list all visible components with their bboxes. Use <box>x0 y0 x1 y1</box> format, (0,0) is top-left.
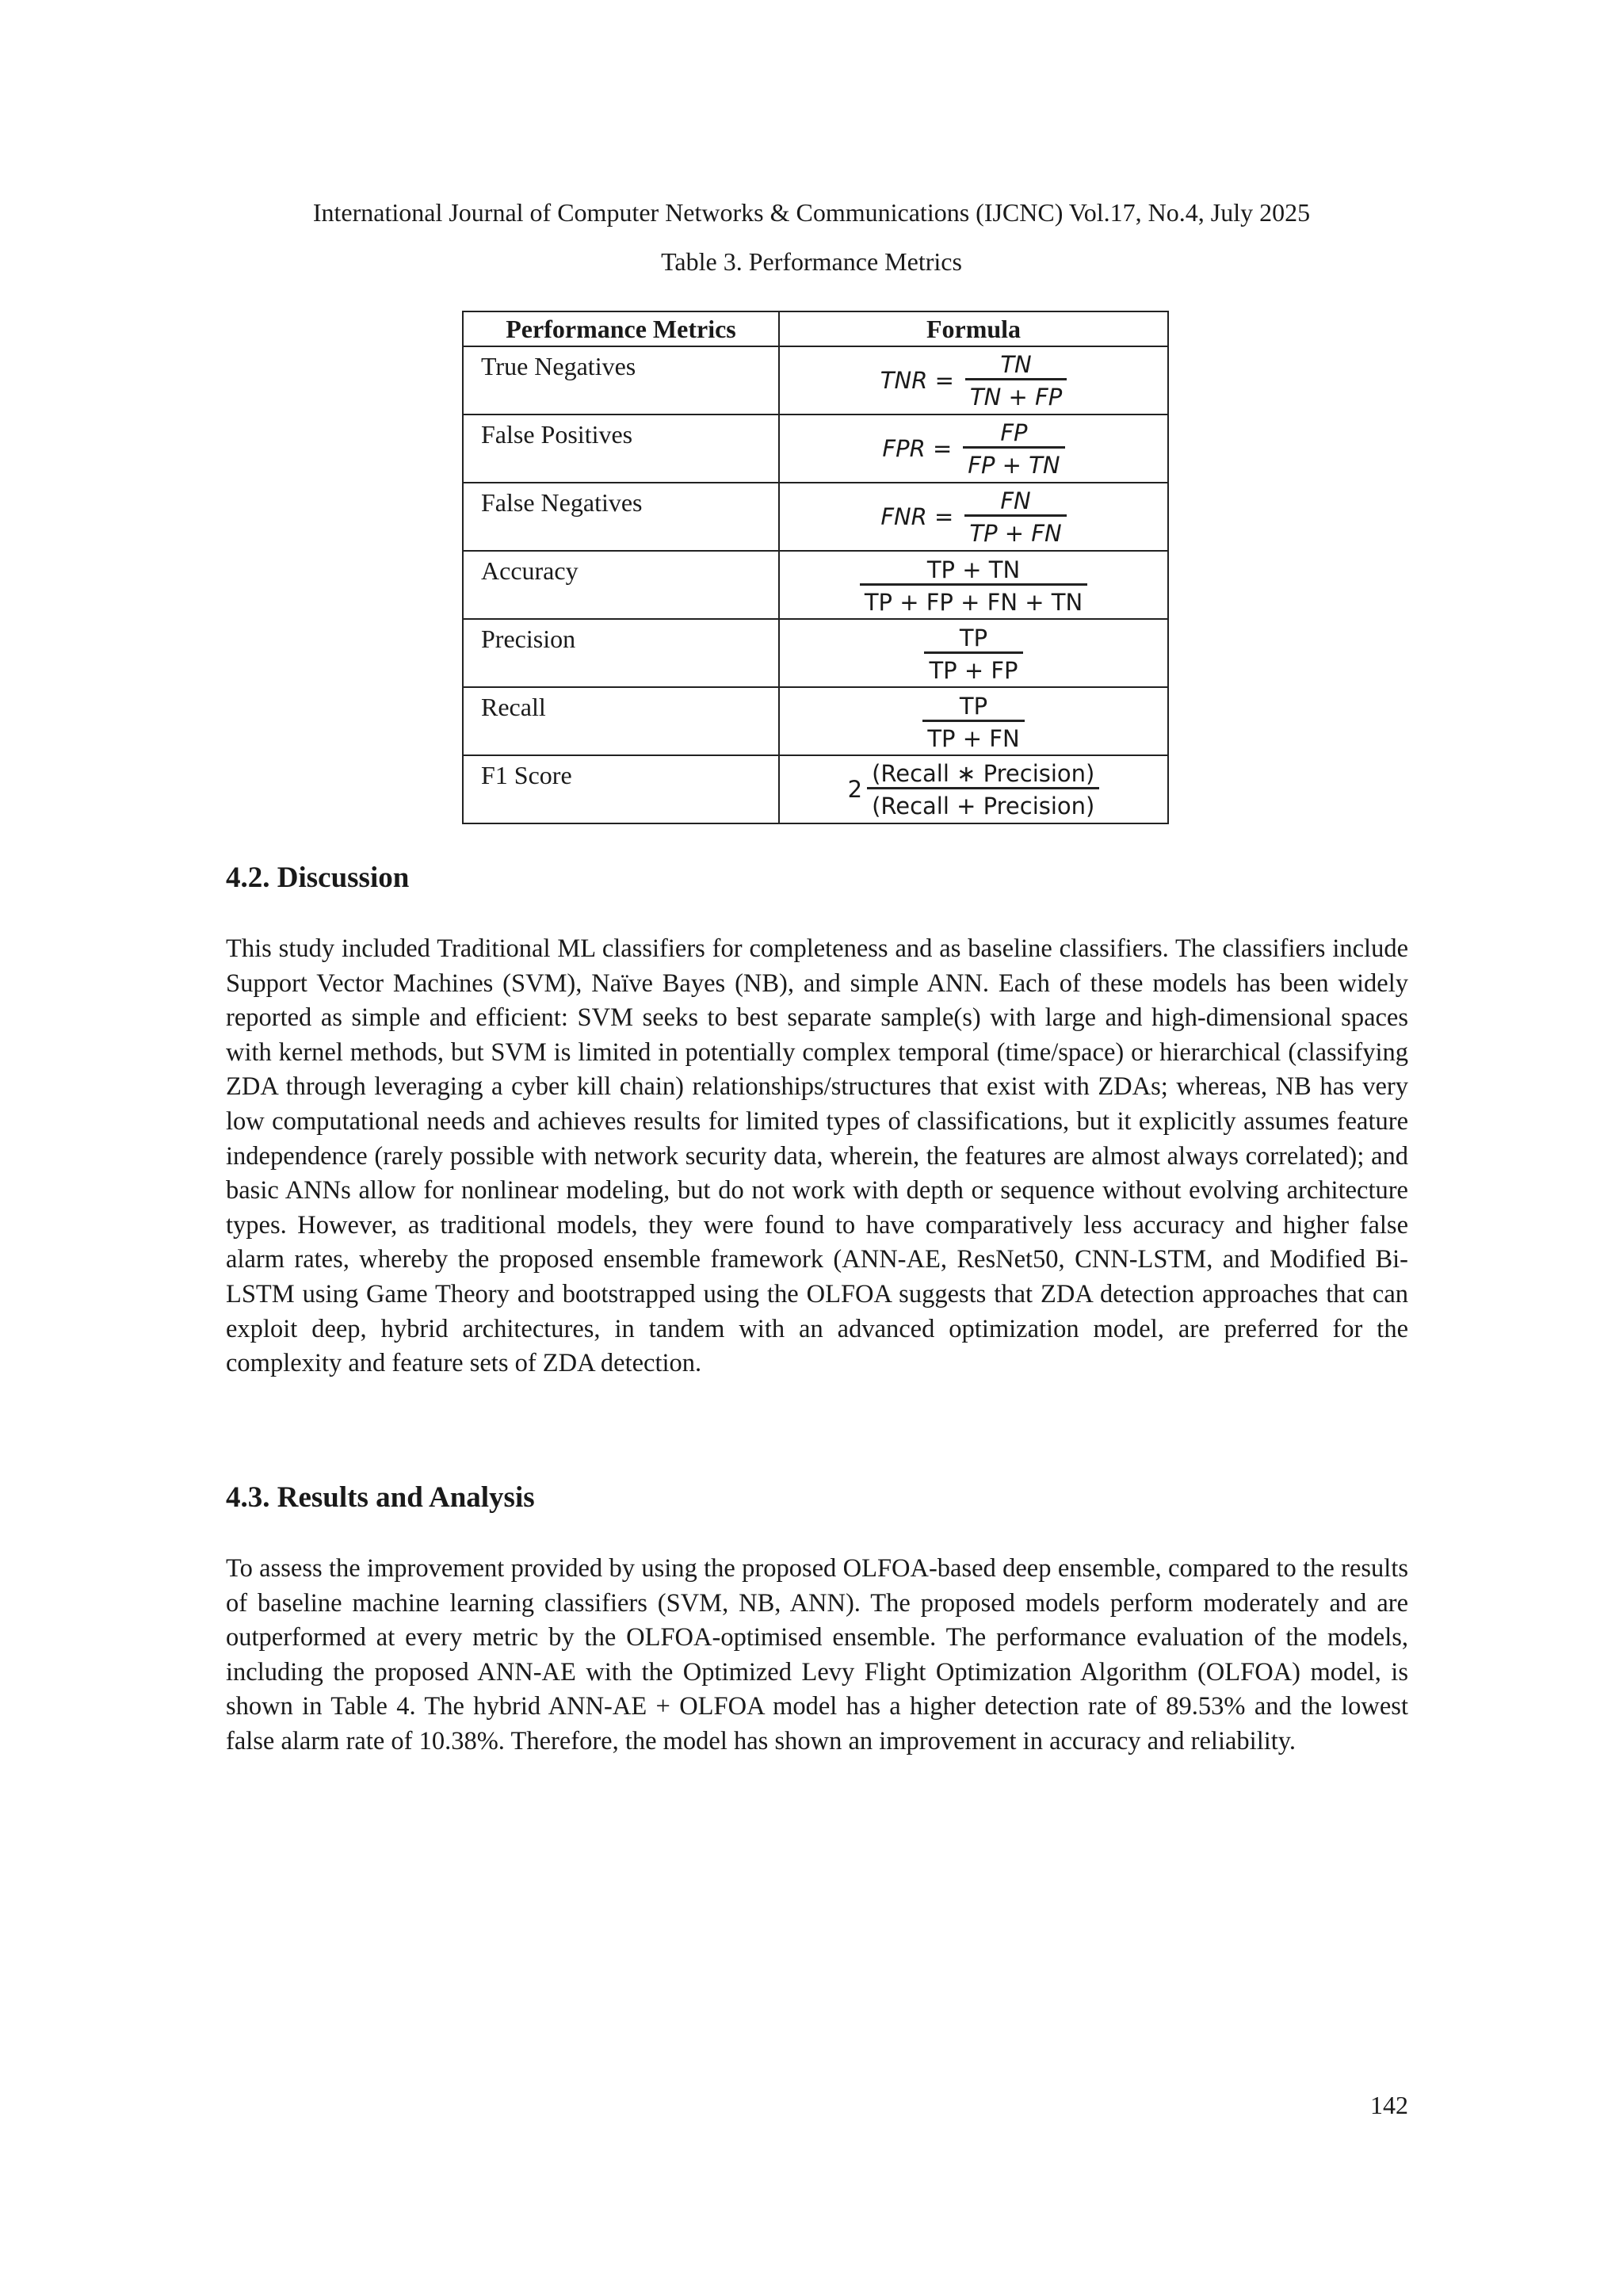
section-heading-results: 4.3. Results and Analysis <box>226 1481 535 1514</box>
table-header-row <box>463 311 1168 346</box>
table-row <box>463 619 1168 687</box>
numerator: TP + TN <box>926 556 1021 583</box>
formula <box>882 419 1064 479</box>
formula <box>924 625 1022 684</box>
formula <box>860 556 1087 616</box>
formula-lhs: FNR = <box>880 503 954 530</box>
fraction <box>965 351 1067 411</box>
fraction <box>964 487 1066 547</box>
numerator: TP <box>959 624 988 651</box>
table-row <box>463 755 1168 823</box>
table-row <box>463 415 1168 483</box>
formula-cell <box>779 755 1168 823</box>
table-caption: Table 3. Performance Metrics <box>661 247 962 276</box>
column-header-metric: Performance Metrics <box>463 311 779 346</box>
denominator: TP + FP <box>924 651 1022 684</box>
metric-name: F1 Score <box>463 755 779 823</box>
formula-cell <box>779 687 1168 755</box>
formula-cell <box>779 415 1168 483</box>
metric-name: Accuracy <box>463 551 779 619</box>
formula <box>922 693 1024 752</box>
formula-coefficient: 2 <box>847 776 863 803</box>
fraction <box>924 625 1022 684</box>
denominator: TP + FN <box>922 720 1024 752</box>
formula <box>880 351 1067 411</box>
performance-metrics-table <box>462 311 1169 824</box>
running-header: International Journal of Computer Networks & Communications (IJCNC) Vol.17, No.4, July 2025 <box>312 198 1311 227</box>
denominator: (Recall + Precision) <box>867 787 1099 819</box>
discussion-paragraph: This study included Traditional ML classifiers for completeness and as baseline classifiers. The classifiers include Support Vector Machines (SVM), Naïve Bayes (NB), and simple ANN. Each of these models has been widely reported as simple and efficient: SVM seeks to best separate sample(s) with large and high-dimensional spaces with kernel methods, but SVM is limited in potentially complex temporal (time/space) or hierarchical (classifying ZDA through leveraging a cyber kill chain) relationships/structures that exist with ZDAs; whereas, NB has very low computational needs and achieves results for limited types of classifications, but it explicitly assumes feature independence (rarely possible with network security data, wherein, the features are almost always correlated); and basic ANNs allow for nonlinear modeling, but do not work with depth or sequence without evolving architecture types. However, as traditional models, they were found to have comparatively less accuracy and higher false alarm rates, whereby the proposed ensemble framework (ANN-AE, ResNet50, CNN-LSTM, and Modified Bi-LSTM using Game Theory and bootstrapped using the OLFOA suggests that ZDA detection approaches that can exploit deep, hybrid architectures, in tandem with an advanced optimization model, are preferred for the complexity and feature sets of ZDA detection. <box>226 934 1408 1378</box>
formula-cell <box>779 346 1168 415</box>
denominator: TP + FP + FN + TN <box>860 583 1087 616</box>
fraction <box>922 693 1024 752</box>
numerator: FP <box>1000 418 1028 446</box>
table-row <box>463 687 1168 755</box>
formula-cell <box>779 619 1168 687</box>
column-header-formula: Formula <box>779 311 1168 346</box>
table-row <box>463 483 1168 551</box>
formula-lhs: FPR = <box>882 435 953 462</box>
table-row <box>463 346 1168 415</box>
table-row <box>463 551 1168 619</box>
denominator: TP + FN <box>964 514 1066 547</box>
metric-name: Precision <box>463 619 779 687</box>
section-heading-discussion: 4.2. Discussion <box>226 861 410 894</box>
fraction <box>867 760 1099 819</box>
numerator: FN <box>1000 487 1031 514</box>
formula <box>880 487 1066 547</box>
formula <box>848 760 1100 819</box>
numerator: TN <box>1000 350 1032 378</box>
denominator: FP + TN <box>963 446 1064 479</box>
results-paragraph: To assess the improvement provided by using the proposed OLFOA-based deep ensemble, compared to the results of baseline machine learning classifiers (SVM, NB, ANN). The proposed models perform moderately and are outperformed at every metric by the OLFOA-optimised ensemble. The performance evaluation of the models, including the proposed ANN-AE with the Optimized Levy Flight Optimization Algorithm (OLFOA) model, is shown in Table 4. The hybrid ANN-AE + OLFOA model has a higher detection rate of 89.53% and the lowest false alarm rate of 10.38%. Therefore, the model has shown an improvement in accuracy and reliability. <box>226 1554 1408 1755</box>
denominator: TN + FP <box>965 378 1067 411</box>
fraction <box>860 556 1087 616</box>
fraction <box>963 419 1064 479</box>
numerator: (Recall ∗ Precision) <box>872 759 1095 787</box>
page-number: 142 <box>1370 2091 1408 2119</box>
numerator: TP <box>959 692 988 720</box>
metric-name: False Positives <box>463 415 779 483</box>
metric-name: True Negatives <box>463 346 779 415</box>
formula-cell <box>779 483 1168 551</box>
metric-name: Recall <box>463 687 779 755</box>
metric-name: False Negatives <box>463 483 779 551</box>
formula-lhs: TNR = <box>880 367 954 394</box>
formula-cell <box>779 551 1168 619</box>
